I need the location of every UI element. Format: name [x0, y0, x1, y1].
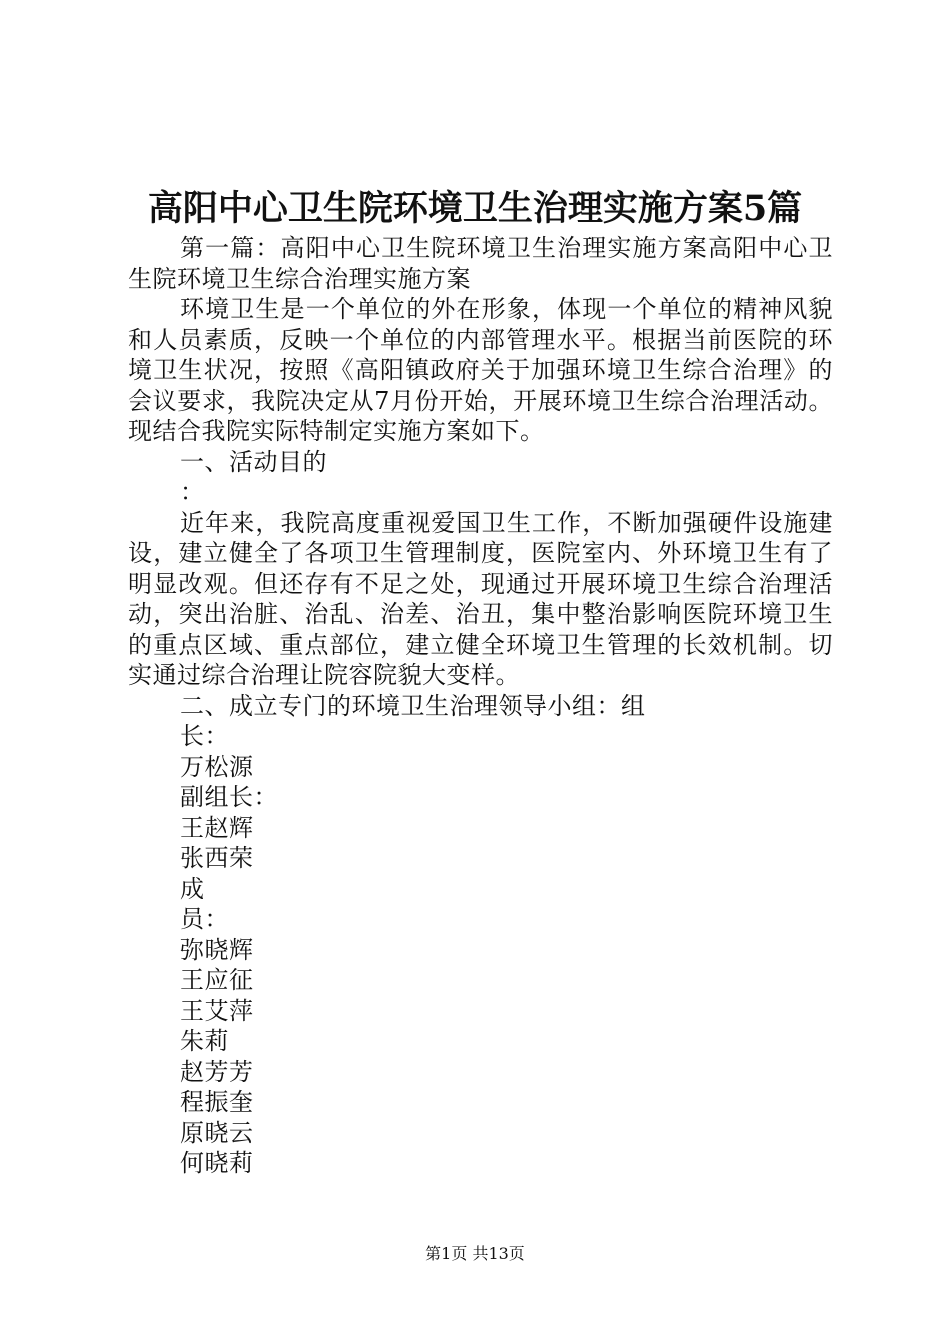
- list-line: 王应征: [180, 966, 254, 994]
- page-footer: 第1页 共13页: [425, 1244, 525, 1263]
- paragraph-intro: 第一篇：高阳中心卫生院环境卫生治理实施方案高阳中心卫生院环境卫生综合治理实施方案: [128, 234, 833, 293]
- document-title: 高阳中心卫生院环境卫生治理实施方案5篇: [147, 188, 803, 229]
- list-line: 朱莉: [180, 1027, 229, 1055]
- list-line: 长：: [180, 722, 229, 750]
- list-line: 何晓莉: [180, 1149, 254, 1177]
- list-line: 王艾萍: [180, 996, 254, 1025]
- section-heading-purpose: 一、活动目的: [180, 447, 327, 476]
- paragraph-purpose: 近年来，我院高度重视爱国卫生工作，不断加强硬件设施建设，建立健全了各项卫生管理制度，医院室内、外环境卫生有了明显改观。但还存有不足之处，现通过开展环境卫生综合治理活动，突出治脏、治乱、治差、治丑，集中整治影响医院环境卫生的重点区域、重点部位，建立健全环境卫生管理的长效机制。切实通过综合治理让院容院貌大变样。: [128, 508, 833, 689]
- section-heading-group: 二、成立专门的环境卫生治理领导小组：组: [180, 691, 646, 720]
- list-line: 张西荣: [180, 844, 254, 872]
- list-line: 弥晓辉: [180, 935, 254, 964]
- list-line: 王赵辉: [180, 813, 254, 842]
- list-line: 成: [180, 874, 205, 903]
- list-line: 员：: [180, 905, 229, 933]
- list-line: 程振奎: [180, 1088, 254, 1116]
- list-line: 赵芳芳: [180, 1057, 254, 1086]
- list-line: 副组长：: [180, 783, 278, 811]
- document-body: [128, 233, 833, 1179]
- list-line: 万松源: [180, 752, 254, 781]
- paragraph-background: 环境卫生是一个单位的外在形象，体现一个单位的精神风貌和人员素质，反映一个单位的内部管理水平。根据当前医院的环境卫生状况，按照《高阳镇政府关于加强环境卫生综合治理》的会议要求，我院决定从7月份开始，开展环境卫生综合治理活动。现结合我院实际特制定实施方案如下。: [128, 295, 833, 445]
- list-line: 原晓云: [180, 1118, 254, 1147]
- colon-line: ：: [180, 478, 205, 506]
